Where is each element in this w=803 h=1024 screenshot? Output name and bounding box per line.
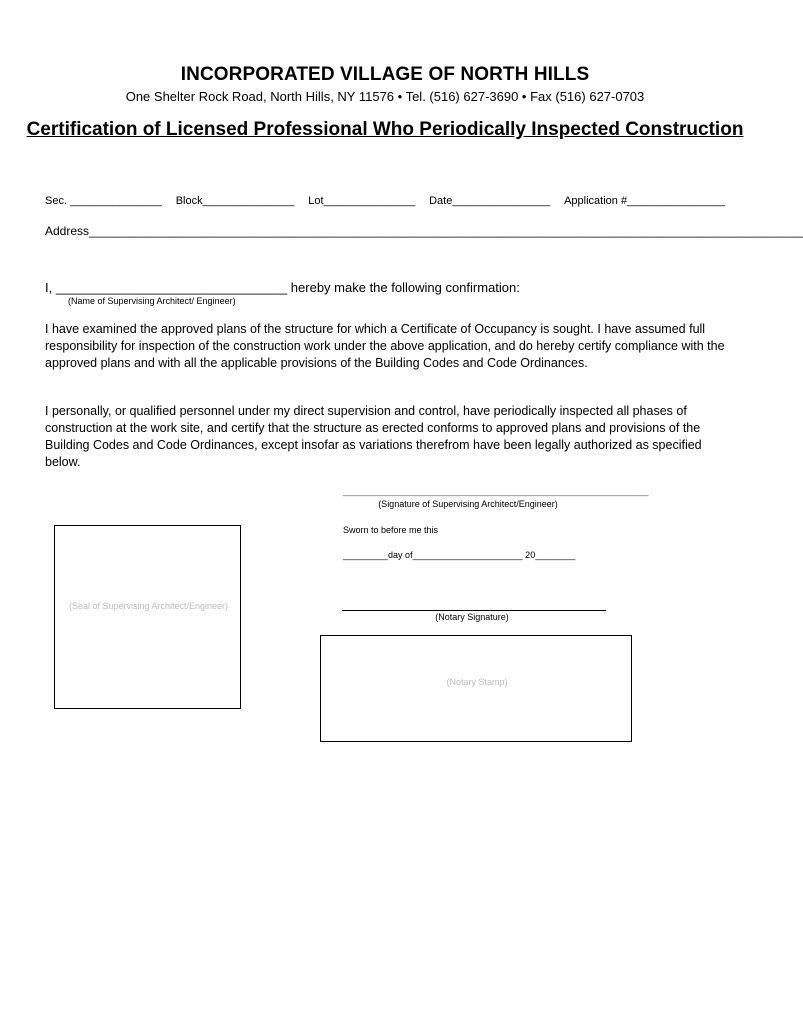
block-field[interactable]: Block_______________	[175, 195, 295, 207]
notary-signature-line[interactable]	[342, 610, 606, 611]
signature-line[interactable]: _____________________________________________________________	[343, 486, 649, 496]
sec-field[interactable]: Sec. _______________	[45, 195, 162, 207]
organization-address: One Shelter Rock Road, North Hills, NY 11576 • Tel. (516) 627-3690 • Fax (516) 627-0703	[125, 89, 645, 104]
name-caption: (Name of Supervising Architect/ Engineer)	[68, 296, 236, 306]
signature-caption: (Signature of Supervising Architect/Engineer)	[378, 499, 558, 509]
confirmation-line[interactable]: I, ________________________________ hereby make the following confirmation:	[45, 280, 520, 295]
sworn-text: Sworn to before me this	[343, 525, 439, 535]
parcel-fields-row	[45, 195, 725, 207]
organization-title: INCORPORATED VILLAGE OF NORTH HILLS	[180, 64, 590, 85]
notary-stamp-box[interactable]	[320, 635, 632, 742]
document-title: Certification of Licensed Professional Who Periodically Inspected Construction	[26, 119, 744, 140]
sworn-date-line[interactable]: _________day of______________________ 20________	[343, 550, 576, 560]
application-field[interactable]: Application #________________	[564, 195, 725, 207]
address-field[interactable]: Address___________________________________________________________________________________________________________	[45, 224, 803, 238]
date-field[interactable]: Date________________	[429, 195, 551, 207]
lot-field[interactable]: Lot_______________	[308, 195, 416, 207]
paragraph-examination: I have examined the approved plans of the structure for which a Certificate of Occupancy is sought. I have assumed full responsibility for inspection of the construction work under the above application, and do hereby certify compliance with the approved plans and with all the applicable provisions of the Building Codes and Code Ordinances.	[45, 322, 725, 370]
paragraph-inspection: I personally, or qualified personnel under my direct supervision and control, have periodically inspected all phases of construction at the work site, and certify that the structure as erected conforms to approved plans and provisions of the Building Codes and Code Ordinances, except insofar as variations therefrom have been legally authorized as specified below.	[45, 404, 702, 469]
notary-stamp-caption: (Notary Stamp)	[446, 677, 508, 687]
seal-box[interactable]	[54, 525, 241, 709]
seal-caption: (Seal of Supervising Architect/Engineer)	[68, 601, 229, 611]
notary-signature-caption: (Notary Signature)	[435, 612, 509, 622]
